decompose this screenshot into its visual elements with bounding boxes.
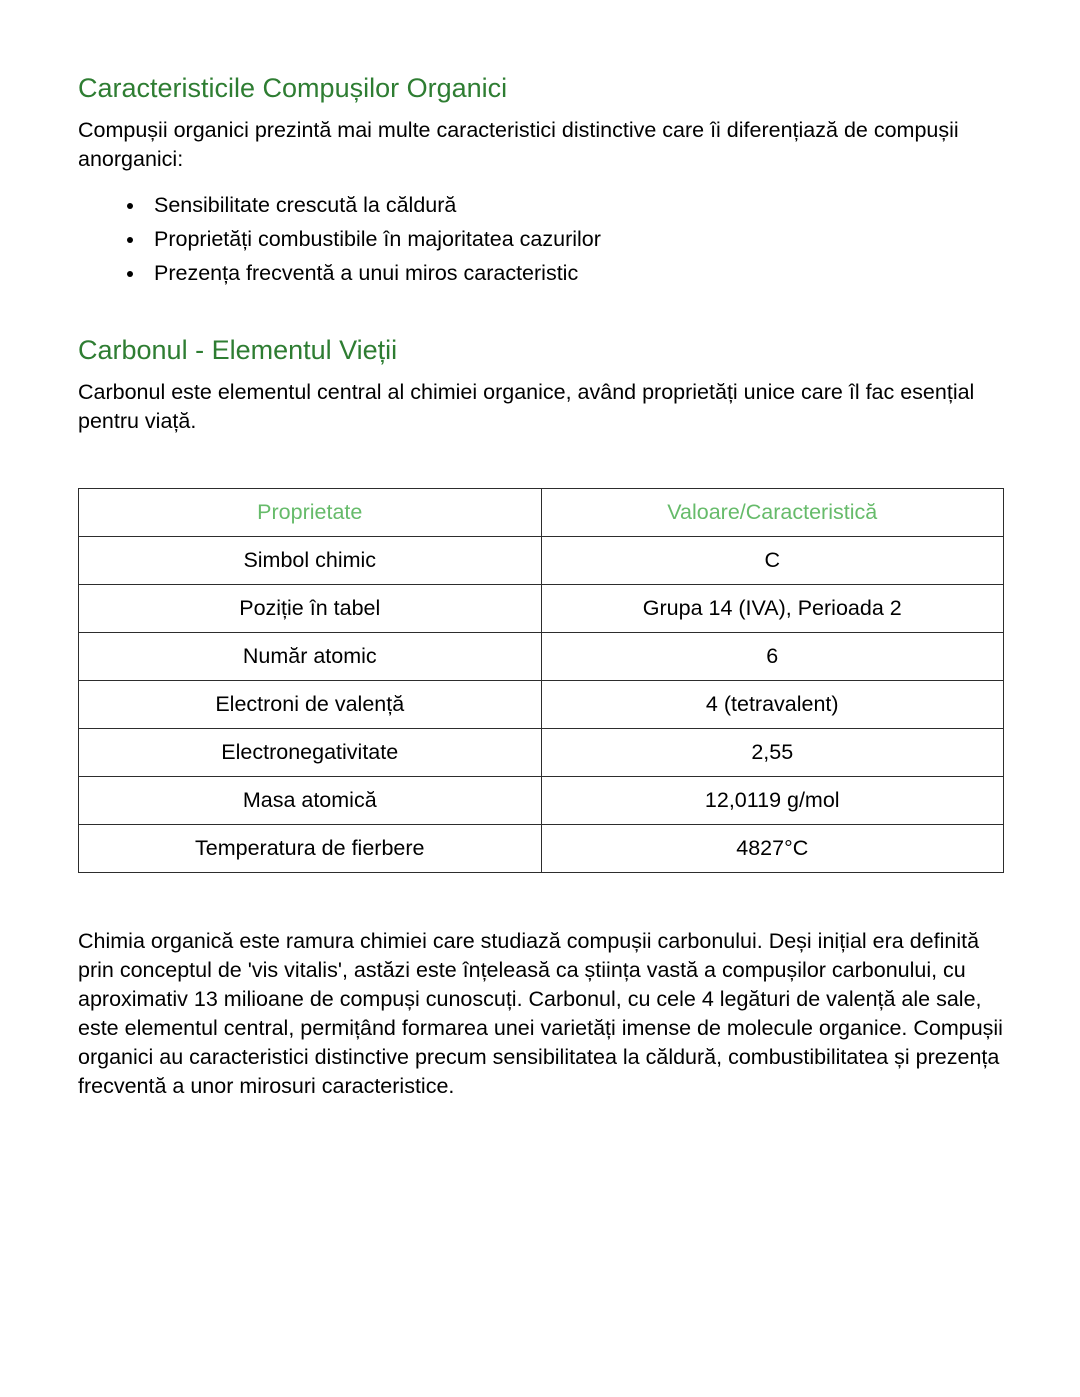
value-cell: 6 [541,633,1004,681]
closing-paragraph: Chimia organică este ramura chimiei care studiază compușii carbonului. Deși inițial era definită prin conceptul de 'vis vitalis', astăzi este înțeleasă ca știința vastă a compușilor carbonului, cu aproximativ 13 milioane de compuși cunoscuți. Carbonul, cu cele 4 legături de valență ale sale, este elementul central, permițând formarea unei varietăți imense de molecule organice. Compușii organici au caracteristici distinctive precum sensibilitatea la căldură, combustibilitatea și prezența frecventă a unor mirosuri caracteristice. [78,929,1003,1098]
list-item: • Prezența frecventă a unui miros caracteristic [146,256,1004,290]
property-cell: Poziție în tabel [79,585,542,633]
column-header-value: Valoare/Caracteristică [541,489,1004,537]
table-header [79,489,1004,537]
value-cell: 12,0119 g/mol [541,777,1004,825]
table-row [79,681,1004,729]
value-cell: 4827°C [541,825,1004,873]
property-cell: Simbol chimic [79,537,542,585]
table-row [79,537,1004,585]
value-cell: 2,55 [541,729,1004,777]
carbon-properties-table [78,488,1004,873]
property-cell: Temperatura de fierbere [79,825,542,873]
property-cell: Masa atomică [79,777,542,825]
intro-paragraph: Compușii organici prezintă mai multe caracteristici distinctive care îi diferențiază de compușii anorganici: [78,118,959,171]
property-cell: Electroni de valență [79,681,542,729]
table-row [79,777,1004,825]
column-header-property: Proprietate [79,489,542,537]
value-cell: C [541,537,1004,585]
section-title-carbon: Carbonul - Elementul Vieții [78,335,398,365]
table-body [79,537,1004,873]
property-cell: Număr atomic [79,633,542,681]
table-row [79,825,1004,873]
property-cell: Electronegativitate [79,729,542,777]
table-row [79,633,1004,681]
section-title-characteristics: Caracteristicile Compușilor Organici [78,73,508,103]
table-row [79,585,1004,633]
table-row [79,729,1004,777]
list-item: • Sensibilitate crescută la căldură [146,188,1004,222]
characteristics-list [78,188,1004,290]
carbon-intro-paragraph: Carbonul este elementul central al chimiei organice, având proprietăți unice care îl fac esențial pentru viață. [78,380,975,433]
list-item: • Proprietăți combustibile în majoritatea cazurilor [146,222,1004,256]
value-cell: Grupa 14 (IVA), Perioada 2 [541,585,1004,633]
value-cell: 4 (tetravalent) [541,681,1004,729]
table-header-row [79,489,1004,537]
